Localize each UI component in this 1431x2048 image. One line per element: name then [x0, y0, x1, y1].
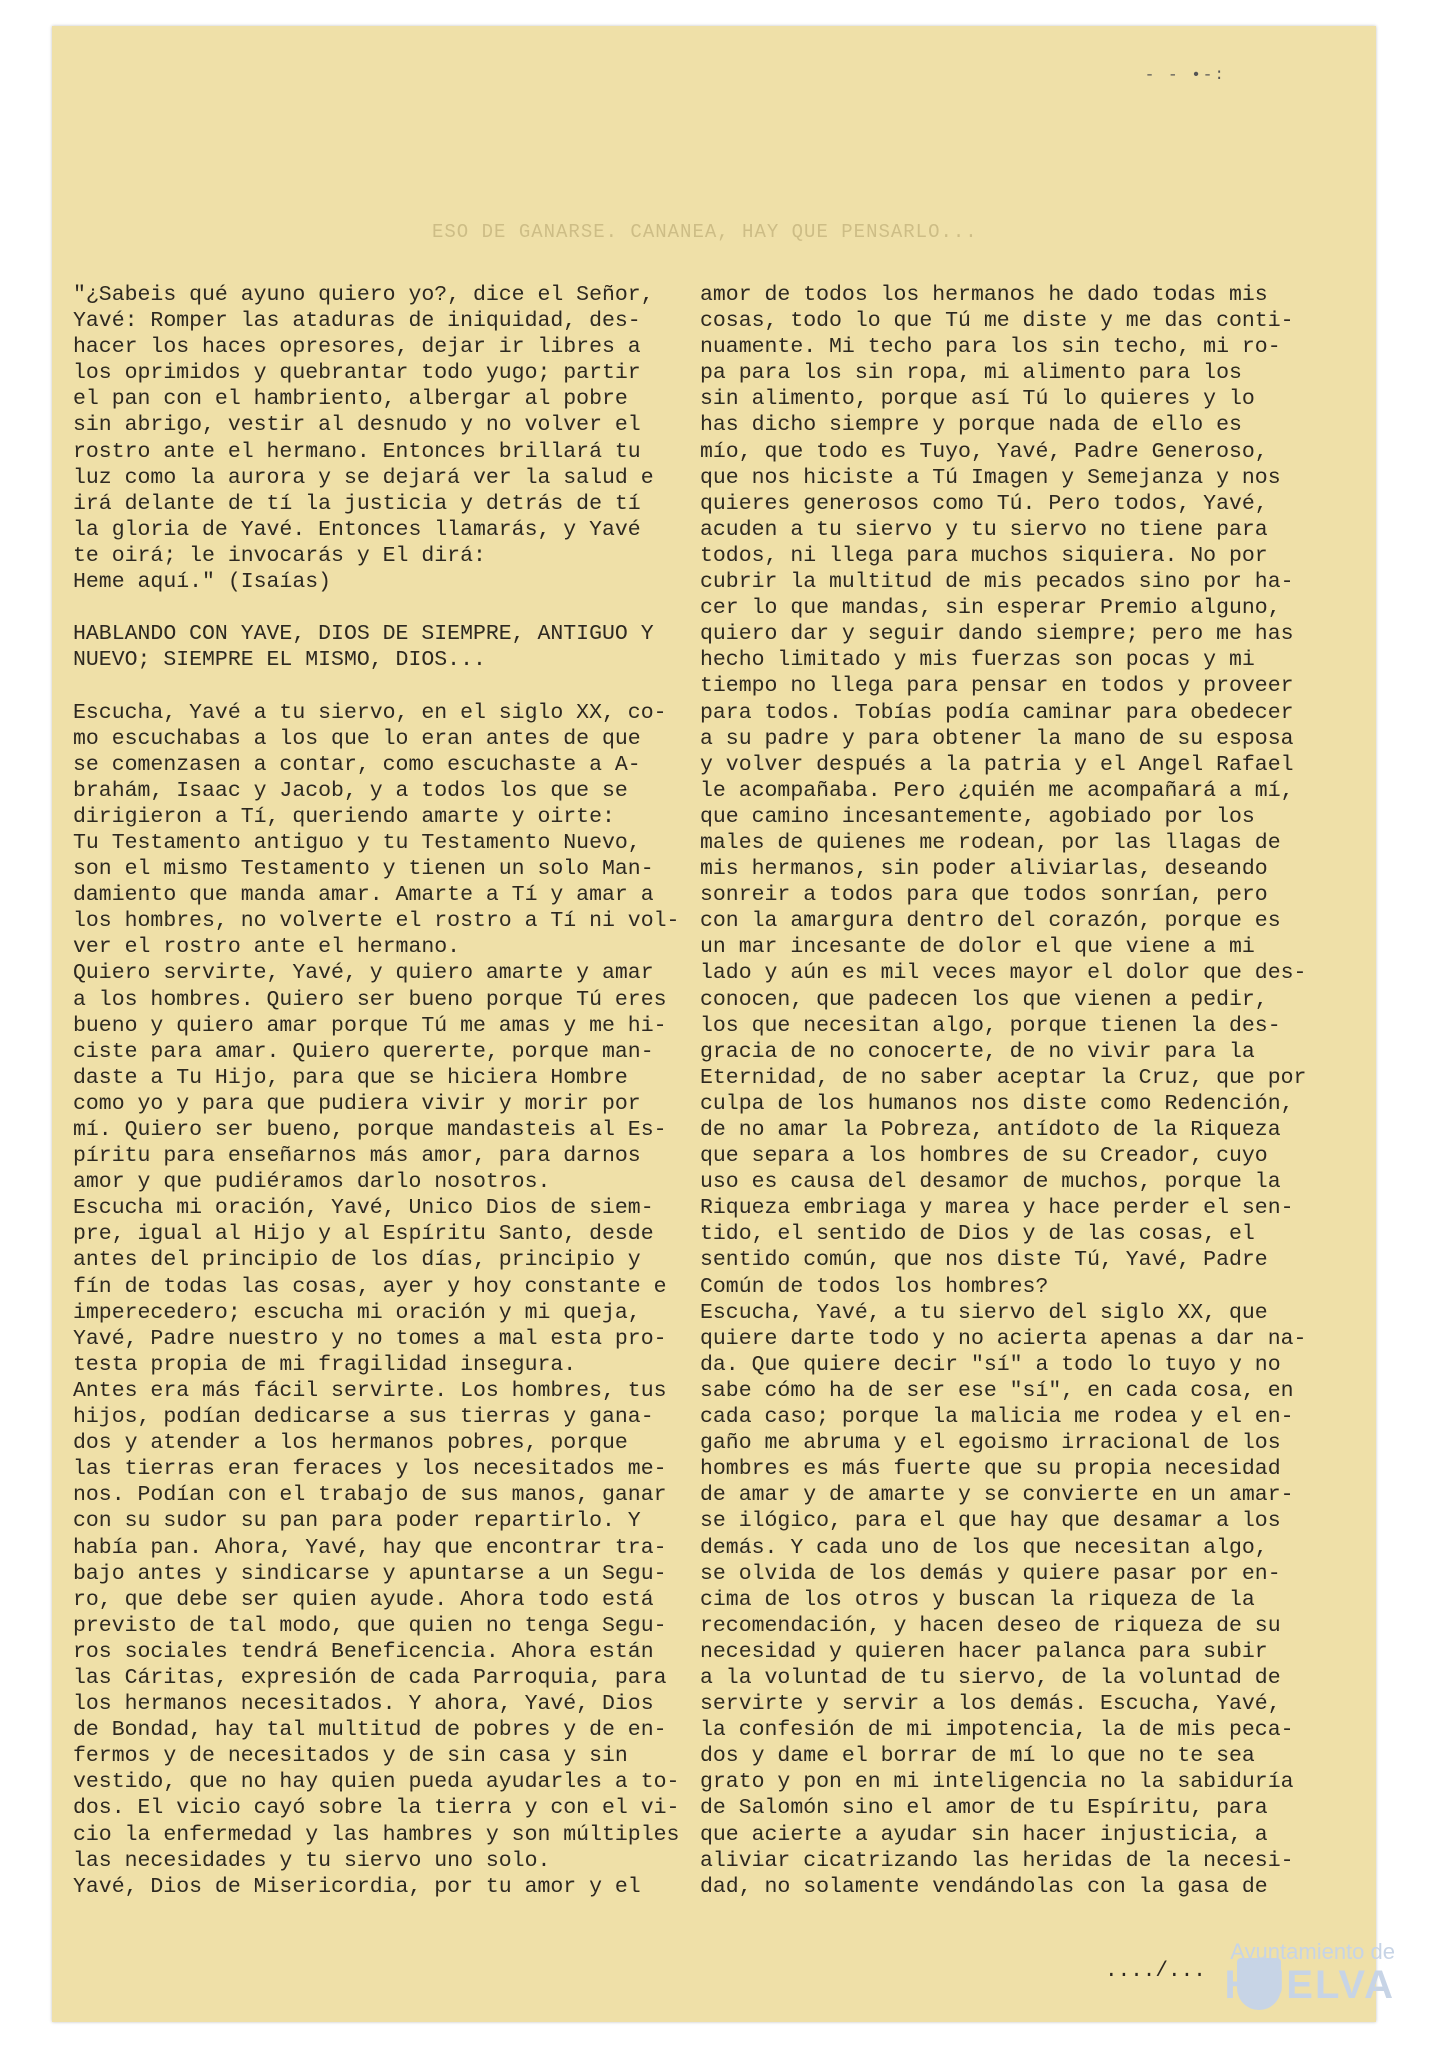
text-line: había pan. Ahora, Yavé, hay que encontrar tra- [73, 1535, 667, 1560]
text-line: fín de todas las cosas, ayer y hoy constante e [73, 1274, 667, 1299]
text-line: demás. Y cada uno de los que necesitan algo, [700, 1535, 1268, 1560]
text-line: Tu Testamento antiguo y tu Testamento Nuevo, [73, 830, 641, 855]
text-line: nos. Podían con el trabajo de sus manos, ganar [73, 1483, 667, 1508]
text-line: se comenzasen a contar, como escuchaste a A- [73, 752, 641, 777]
text-line: que acierte a ayudar sin hacer injusticia, a [700, 1822, 1268, 1847]
text-line: dos y atender a los hermanos pobres, porque [73, 1431, 628, 1456]
text-line: de Bondad, hay tal multitud de pobres y de en- [73, 1718, 667, 1743]
text-line: quiere darte todo y no acierta apenas a dar na- [700, 1326, 1307, 1351]
text-line: sin alimento, porque así Tú lo quieres y lo [700, 387, 1255, 412]
text-line: de no amar la Pobreza, antídoto de la Riqueza [700, 1118, 1281, 1142]
text-line: HABLANDO CON YAVE, DIOS DE SIEMPRE, ANTIGUO Y [73, 622, 654, 647]
text-line: hombres es más fuerte que su propia necesidad [700, 1457, 1281, 1482]
text-line: antes del principio de los días, principio y [73, 1248, 641, 1273]
text-line: irá delante de tí la justicia y detrás de tí [73, 491, 641, 516]
text-line: la gloria de Yavé. Entonces llamarás, y Yavé [73, 517, 641, 542]
text-line [73, 673, 683, 699]
text-line: NUEVO; SIEMPRE EL MISMO, DIOS... [73, 648, 486, 673]
text-line: las Cáritas, expresión de cada Parroquia, para [73, 1665, 667, 1690]
text-line: la confesión de mi impotencia, la de mis peca- [700, 1718, 1294, 1743]
text-line: los hombres, no volverte el rostro a Tí ni vol- [73, 909, 680, 934]
text-line: previsto de tal modo, que quien no tenga Segu- [73, 1613, 667, 1638]
text-line: ro, que debe ser quien ayude. Ahora todo está [73, 1587, 654, 1612]
top-corner-marks: - - •-: [1144, 66, 1226, 84]
text-line: los oprimidos y quebrantar todo yugo; partir [73, 361, 641, 386]
text-line: aliviar cicatrizando las heridas de la necesi- [700, 1848, 1294, 1873]
text-line: imperecedero; escucha mi oración y mi queja, [73, 1300, 641, 1325]
text-line: se ilógico, para el que hay que desamar a los [700, 1509, 1281, 1534]
watermark-line1: Ayuntamiento de [1230, 1939, 1395, 1964]
text-line: rostro ante el hermano. Entonces brillará tu [73, 439, 641, 464]
text-line: da. Que quiere decir "sí" a todo lo tuyo y no [700, 1352, 1281, 1377]
text-line: para todos. Tobías podía caminar para obedecer [700, 700, 1294, 725]
right-text-column [700, 282, 1310, 1900]
text-line: a la voluntad de tu siervo, de la voluntad de [700, 1665, 1281, 1690]
text-line: dos y dame el borrar de mí lo que no te sea [700, 1744, 1255, 1769]
text-line: como yo y para que pudiera vivir y morir por [73, 1091, 641, 1116]
text-line: con la amargura dentro del corazón, porque es [700, 909, 1281, 934]
text-line: hacer los haces opresores, dejar ir libres a [73, 335, 641, 360]
text-line: las necesidades y tu siervo uno solo. [73, 1848, 551, 1873]
text-line: mo escuchabas a los que lo eran antes de que [73, 726, 641, 751]
text-line: has dicho siempre y porque nada de ello es [700, 413, 1242, 438]
text-line: las tierras eran feraces y los necesitados me- [73, 1457, 667, 1482]
text-line: ciste para amar. Quiero quererte, porque man- [73, 1039, 654, 1064]
text-line: damiento que manda amar. Amarte a Tí y amar a [73, 883, 654, 908]
text-line: Yavé, Dios de Misericordia, por tu amor y el [73, 1874, 641, 1899]
text-line: que separa a los hombres de su Creador, cuyo [700, 1144, 1268, 1169]
text-line: dos. El vicio cayó sobre la tierra y con el vi- [73, 1796, 680, 1821]
text-line: sonreir a todos para que todos sonrían, pero [700, 883, 1268, 908]
text-line: Yavé, Padre nuestro y no tomes a mal esta pro- [73, 1326, 667, 1351]
left-text-column [73, 282, 683, 1900]
text-line: hijos, podían dedicarse a sus tierras y gana- [73, 1405, 654, 1430]
text-line: bueno y quiero amar porque Tú me amas y me hi- [73, 1013, 667, 1038]
text-line: tido, el sentido de Dios y de las cosas, el [700, 1222, 1255, 1247]
text-line: amor y que pudiéramos darlo nosotros. [73, 1170, 551, 1195]
text-line: mí. Quiero ser bueno, porque mandasteis al Es- [73, 1118, 667, 1142]
text-line: Escucha, Yavé, a tu siervo del siglo XX, que [700, 1300, 1268, 1325]
text-line: Yavé: Romper las ataduras de iniquidad, des- [73, 309, 641, 334]
text-line: gracia de no conocerte, de no vivir para la [700, 1039, 1255, 1064]
text-line: amor de todos los hermanos he dado todas mis [700, 283, 1268, 307]
text-line: males de quienes me rodean, por las llagas de [700, 830, 1281, 855]
text-line: bajo antes y sindicarse y apuntarse a un Segu- [73, 1561, 667, 1586]
text-line: luz como la aurora y se dejará ver la salud e [73, 465, 654, 490]
faint-bleed-through-header: ESO DE GANARSE. CANANEA, HAY QUE PENSARLO... [432, 221, 978, 243]
text-line: pre, igual al Hijo y al Espíritu Santo, desde [73, 1222, 654, 1247]
text-line: servirte y servir a los demás. Escucha, Yavé, [700, 1692, 1281, 1717]
text-line: uso es causa del desamor de muchos, porque la [700, 1170, 1281, 1195]
text-line: cer lo que mandas, sin esperar Premio alguno, [700, 596, 1281, 621]
text-line: grato y pon en mi inteligencia no la sabiduría [700, 1770, 1294, 1795]
text-line: gaño me abruma y el egoismo irracional de los [700, 1431, 1281, 1456]
text-line: nuamente. Mi techo para los sin techo, mi ro- [700, 335, 1281, 360]
text-line: cada caso; porque la malicia me rodea y el en- [700, 1405, 1294, 1430]
text-line: Escucha mi oración, Yavé, Unico Dios de siem- [73, 1196, 654, 1221]
archive-watermark [1205, 1940, 1395, 2010]
text-line: sentido común, que nos diste Tú, Yavé, Padre [700, 1248, 1268, 1273]
text-line: ver el rostro ante el hermano. [73, 935, 461, 960]
text-line: le acompañaba. Pero ¿quién me acompañará a mí, [700, 778, 1294, 803]
text-line: te oirá; le invocarás y El dirá: [73, 543, 486, 568]
text-line: que nos hiciste a Tú Imagen y Semejanza y nos [700, 465, 1281, 490]
text-line: brahám, Isaac y Jacob, y a todos los que se [73, 778, 628, 803]
text-line: un mar incesante de dolor el que viene a mi [700, 935, 1255, 960]
text-line: acuden a tu siervo y tu siervo no tiene para [700, 517, 1268, 542]
text-line: quiero dar y seguir dando siempre; pero me has [700, 622, 1294, 647]
text-line: hecho limitado y mis fuerzas son pocas y mi [700, 648, 1255, 673]
text-line: son el mismo Testamento y tienen un solo Man- [73, 857, 654, 882]
text-line: "¿Sabeis qué ayuno quiero yo?, dice el Señor, [73, 283, 654, 307]
text-line: daste a Tu Hijo, para que se hiciera Hombre [73, 1065, 628, 1090]
text-line: con su sudor su pan para poder repartirlo. Y [73, 1509, 641, 1534]
text-line: los que necesitan algo, porque tienen la des- [700, 1013, 1281, 1038]
text-line: de Salomón sino el amor de tu Espíritu, para [700, 1796, 1268, 1821]
text-line: dirigieron a Tí, queriendo amarte y oirte: [73, 804, 615, 829]
text-line: Escucha, Yavé a tu siervo, en el siglo XX, co- [73, 700, 667, 725]
text-line: Eternidad, de no saber aceptar la Cruz, que por [700, 1065, 1307, 1090]
text-line: testa propia de mi fragilidad insegura. [73, 1352, 577, 1377]
text-line: mis hermanos, sin poder aliviarlas, deseando [700, 857, 1268, 882]
text-line: todos, ni llega para muchos siquiera. No por [700, 543, 1268, 568]
text-line: quieres generosos como Tú. Pero todos, Yavé, [700, 491, 1268, 516]
text-line: sin abrigo, vestir al desnudo y no volver el [73, 413, 641, 438]
text-line: el pan con el hambriento, albergar al pobre [73, 387, 628, 412]
text-line: pa para los sin ropa, mi alimento para los [700, 361, 1242, 386]
text-line: culpa de los humanos nos diste como Redención, [700, 1091, 1294, 1116]
text-line: cio la enfermedad y las hambres y son múltiples [73, 1822, 680, 1847]
text-line: Quiero servirte, Yavé, y quiero amarte y amar [73, 961, 654, 986]
text-line: y volver después a la patria y el Angel Rafael [700, 752, 1294, 777]
text-line: Riqueza embriaga y marea y hace perder el sen- [700, 1196, 1294, 1221]
text-line: píritu para enseñarnos más amor, para darnos [73, 1144, 641, 1169]
text-line: Heme aquí." (Isaías) [73, 570, 332, 595]
text-line: se olvida de los demás y quiere pasar por en- [700, 1561, 1281, 1586]
text-line: necesidad y quieren hacer palanca para subir [700, 1639, 1268, 1664]
text-line: sabe cómo ha de ser ese "sí", en cada cosa, en [700, 1378, 1294, 1403]
text-line: dad, no solamente vendándolas con la gasa de [700, 1874, 1268, 1899]
text-line: recomendación, y hacen deseo de riqueza de su [700, 1613, 1281, 1638]
text-line: Común de todos los hombres? [700, 1274, 1049, 1299]
text-line: cima de los otros y buscan la riqueza de la [700, 1587, 1255, 1612]
watermark-line2: HUELVA [1224, 1963, 1395, 2007]
text-line: tiempo no llega para pensar en todos y proveer [700, 674, 1294, 699]
text-line: de amar y de amarte y se convierte en un amar- [700, 1483, 1294, 1508]
text-line: cubrir la multitud de mis pecados sino por ha- [700, 570, 1294, 595]
text-line [73, 595, 683, 621]
text-line: que camino incesantemente, agobiado por los [700, 804, 1255, 829]
text-line: lado y aún es mil veces mayor el dolor que des- [700, 961, 1307, 986]
text-line: mío, que todo es Tuyo, Yavé, Padre Generoso, [700, 439, 1268, 464]
text-line: a su padre y para obtener la mano de su esposa [700, 726, 1294, 751]
text-line: cosas, todo lo que Tú me diste y me das conti- [700, 309, 1294, 334]
text-line: conocen, que padecen los que vienen a pedir, [700, 987, 1268, 1012]
text-line: Antes era más fácil servirte. Los hombres, tus [73, 1378, 667, 1403]
text-line: vestido, que no hay quien pueda ayudarles a to- [73, 1770, 680, 1795]
text-line: los hermanos necesitados. Y ahora, Yavé, Dios [73, 1692, 654, 1717]
text-line: a los hombres. Quiero ser bueno porque Tú eres [73, 987, 667, 1012]
text-line: fermos y de necesitados y de sin casa y sin [73, 1744, 628, 1769]
text-line: ros sociales tendrá Beneficencia. Ahora están [73, 1639, 654, 1664]
continuation-mark: ..../... [1105, 1960, 1206, 1983]
